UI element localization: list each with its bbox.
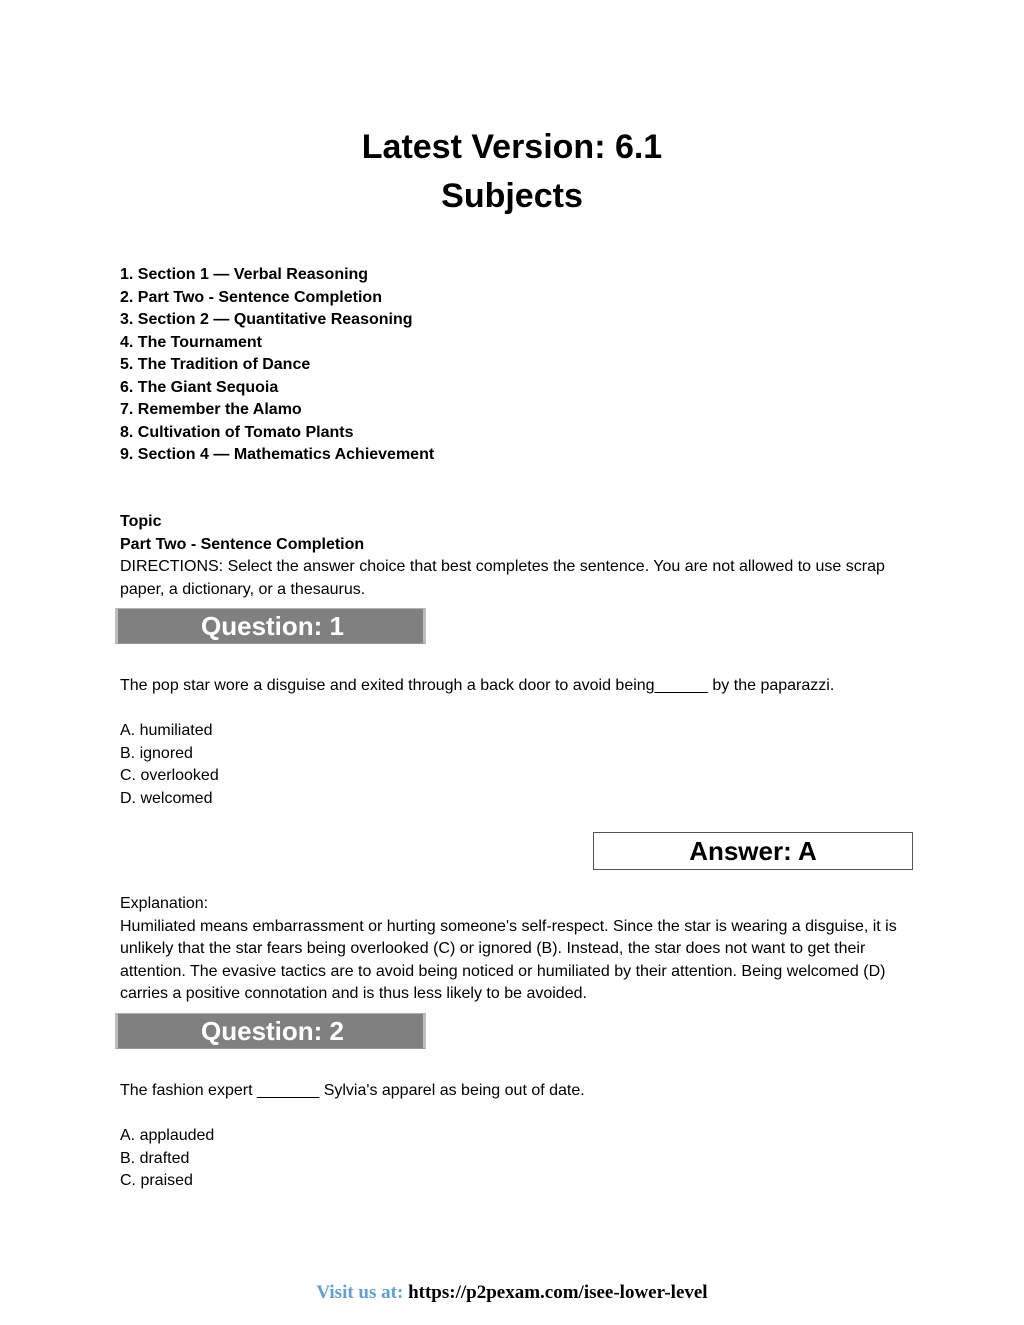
subject-item: 5. The Tradition of Dance [120,356,311,373]
subject-item: 8. Cultivation of Tomato Plants [120,423,354,441]
option-d: D. welcomed [120,789,213,807]
document-subtitle: Subjects [441,177,583,215]
footer-url-link[interactable]: https://p2pexam.com/isee-lower-level [408,1282,708,1303]
subject-item: 6. The Giant Sequoia [120,378,279,396]
subjects-list [120,264,434,467]
subject-item: 7. Remember the Alamo [120,401,302,418]
option-c: C. praised [120,1172,193,1189]
question-2-heading-text: Question: 2 [201,1016,345,1046]
subject-item: 2. Part Two - Sentence Completion [120,288,382,306]
question-1-explanation [120,893,900,1006]
option-c: C. overlooked [120,767,219,784]
option-a: A. applauded [120,1127,215,1144]
question-2-text: The fashion expert _______ Sylvia's apparel as being out of date. [120,1082,585,1099]
question-1-text: The pop star wore a disguise and exited through a back door to avoid being______ by the paparazzi. [120,677,835,694]
footer-visit-label: Visit us at: [316,1282,404,1303]
question-2-options [120,1125,900,1193]
question-2-heading [115,1013,426,1049]
subject-item: 1. Section 1 — Verbal Reasoning [120,266,369,283]
topic-name: Part Two - Sentence Completion [120,535,365,553]
document-title: Latest Version: 6.1 [361,128,663,166]
page-footer [0,1280,1024,1306]
explanation-text: Humiliated means embarrassment or hurting someone's self-respect. Since the star is wearing a disguise, it is unlikely that the star fears being overlooked (C) or ignored (B). Instead, the star does not want to get their attention. The evasive tactics are to avoid being noticed or humiliated by their attention. Being welcomed (D) carries a positive connotation and is thus less likely to be avoided. [120,917,897,1002]
subject-item: 4. The Tournament [120,333,262,351]
subject-item: 9. Section 4 — Mathematics Achievement [120,446,435,463]
question-1-options [120,720,900,810]
question-1-heading [115,608,426,644]
explanation-label: Explanation: [120,895,209,912]
question-1-answer-box: Answer: A [593,832,913,870]
option-b: B. drafted [120,1149,190,1167]
option-b: B. ignored [120,744,193,762]
option-a: A. humiliated [120,722,213,739]
subject-item: 3. Section 2 — Quantitative Reasoning [120,311,413,328]
topic-section [120,511,900,601]
topic-directions: DIRECTIONS: Select the answer choice that best completes the sentence. You are not allowed to use scrap paper, a dictionary, or a thesaurus. [120,558,885,598]
question-1-heading-text: Question: 1 [201,611,345,641]
topic-label: Topic [120,513,162,530]
